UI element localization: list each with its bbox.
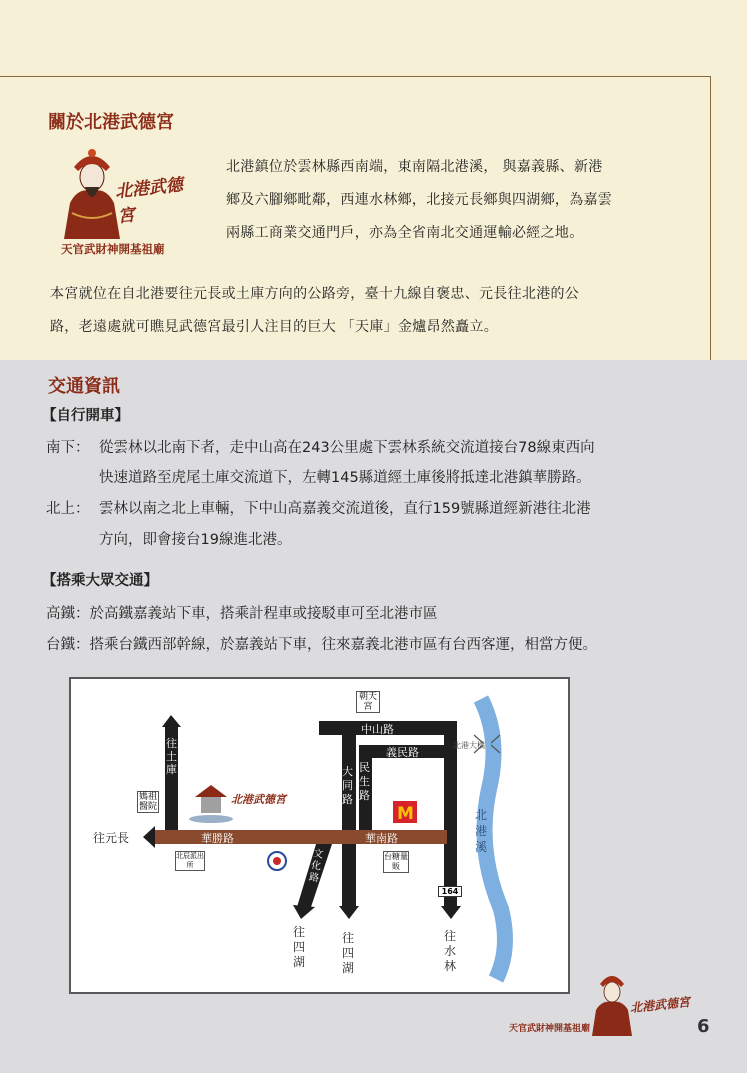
text-line: 路，老遠處就可瞧見武德宮最引人注目的巨大 「天庫」金爐昂然矗立。 (50, 319, 499, 335)
logo-caption: 天官武財神開基祖廟 (61, 242, 165, 256)
about-logo (52, 143, 192, 243)
footer-logo (586, 968, 696, 1038)
map-label-shuilin: 往水林 (444, 929, 457, 973)
north-line-2: 方向，即會接台19線進北港。 (99, 532, 292, 548)
temple-pagoda-icon (189, 785, 233, 823)
road-datong (342, 721, 356, 906)
about-paragraph-1 (226, 151, 612, 250)
logo-brand: 北港武德宮 (114, 175, 184, 228)
map-label-tuku: 往土庫 (166, 737, 177, 776)
about-title: 關於北港武德宮 (48, 112, 174, 133)
map-label-sugar: 台糖量販 (384, 852, 408, 871)
south-label: 南下： (46, 440, 90, 456)
map-label-police: 北辰派出所 (176, 852, 204, 869)
footer-brand: 北港武德宮 (629, 994, 691, 1016)
page-number: 6 (697, 1016, 710, 1037)
arrow-down-icon (293, 905, 315, 919)
map-label-route-164: 164 (438, 886, 462, 897)
hsr-line: 高鐵：於高鐵嘉義站下車，搭乘計程車或接駁車可至北港市區 (46, 606, 438, 622)
map-label-chaotian: 朝天宮 (356, 691, 380, 713)
transport-title: 交通資訊 (48, 376, 120, 397)
map-label-sihu: 往四湖 (342, 931, 355, 975)
map-label-river: 北港溪 (475, 808, 488, 854)
map-label-sihu-west: 往四湖 (293, 925, 306, 969)
arrow-up-icon (162, 715, 181, 727)
north-line-1: 雲林以南之北上車輛，下中山高嘉義交流道後，直行159號縣道經新港往北港 (99, 501, 591, 517)
map-label-minsheng: 民生路 (359, 761, 370, 802)
text-line: 鄉及六腳鄉毗鄰，西連水林鄉，北接元長鄉與四湖鄉，為嘉雲 (226, 192, 613, 208)
north-label: 北上： (46, 501, 90, 517)
map-label-bridge: 北港大橋 (453, 741, 485, 750)
svg-text:M: M (397, 804, 414, 824)
map-label-datong: 大同路 (342, 765, 353, 806)
map-label-yimin: 義民路 (386, 746, 419, 759)
text-line: 北港鎮位於雲林縣西南端，東南隔北港溪， 與嘉義縣、新港 (226, 159, 603, 175)
map-canvas (71, 679, 568, 992)
public-heading: 【搭乘大眾交通】 (42, 573, 158, 589)
location-map (69, 677, 570, 994)
map-label-huanan: 華南路 (365, 832, 398, 845)
arrow-left-icon (143, 826, 155, 848)
drive-heading: 【自行開車】 (42, 408, 129, 424)
arrow-down-icon (441, 906, 461, 919)
south-line-1: 從雲林以北南下者，走中山高在243公里處下雲林系統交流道接台78線東西向 (99, 440, 595, 456)
map-label-yuanchang: 往元長 (93, 831, 130, 845)
arrow-down-icon (339, 906, 359, 919)
map-label-mazu-hospital: 媽祖醫院 (138, 792, 157, 812)
map-label-temple: 北港武德宮 (231, 793, 286, 806)
tra-line: 台鐵：搭乘台鐵西部幹線，於嘉義站下車，往來嘉義北港市區有台西客運，相當方便。 (46, 637, 597, 653)
map-label-wenhua: 文化路 (308, 848, 325, 885)
text-line: 兩縣工商業交通門戶，亦為全省南北交通運輸必經之地。 (226, 225, 584, 241)
about-paragraph-2 (50, 278, 579, 344)
map-label-zhongshan: 中山路 (361, 723, 394, 736)
footer-caption: 天官武財神開基祖廟 (509, 1024, 591, 1034)
south-line-2: 快速道路至虎尾土庫交流道下，左轉145縣道經土庫後將抵達北港鎮華勝路。 (99, 470, 591, 486)
road-huasheng-huanan (155, 830, 447, 844)
map-label-huasheng: 華勝路 (201, 832, 234, 845)
text-line: 本宮就位在自北港要往元長或土庫方向的公路旁，臺十九線自褒忠、元長往北港的公 (50, 286, 580, 302)
